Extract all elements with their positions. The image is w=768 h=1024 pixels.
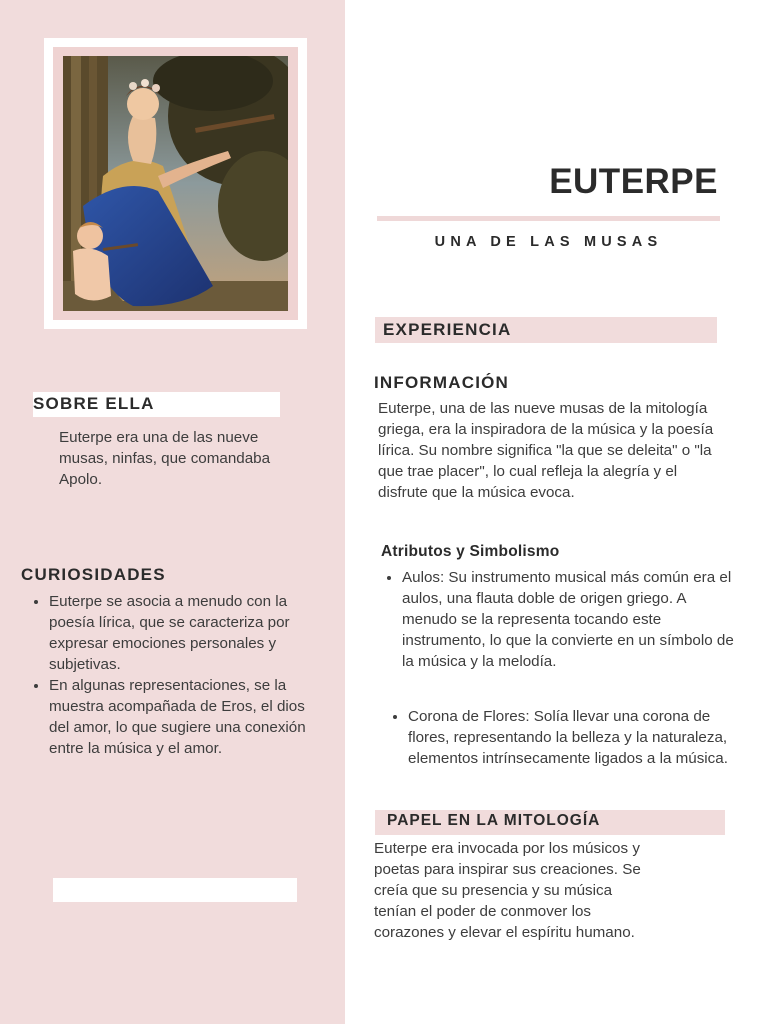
curiosidades-heading: CURIOSIDADES [21,565,166,584]
atributos-heading: Atributos y Simbolismo [381,543,560,560]
sobre-ella-text: Euterpe era una de las nueve musas, ninfas, que comandaba Apolo. [59,429,271,488]
papel-text: Euterpe era invocada por los músicos y poetas para inspirar sus creaciones. Se creía que su presencia y su música tenían el poder de conmover los corazones y elevar el espíritu humano. [374,840,641,941]
curiosidades-list [28,591,314,759]
list-item: • Aulos: Su instrumento musical más común era el aulos, una flauta doble de origen griego. A menudo se la representa tocando este instrumento, lo que la convierte en un símbolo de la música y la melodía. [402,567,742,672]
list-item: • Euterpe se asocia a menudo con la poesía lírica, que se caracteriza por expresar emociones personales y subjetivas. [49,591,314,675]
informacion-heading: INFORMACIÓN [374,373,510,392]
portrait-frame [44,38,307,329]
list-item: • En algunas representaciones, se la muestra acompañada de Eros, el dios del amor, lo que sugiere una conexión entre la música y el amor. [49,675,314,759]
sobre-ella-heading: SOBRE ELLA [33,394,155,413]
painting-euterpe-image [63,56,288,311]
left-panel [0,0,345,1024]
subtitle: UNA DE LAS MUSAS [434,234,663,250]
list-item: • Corona de Flores: Solía llevar una corona de flores, representando la belleza y la naturaleza, elementos intrínsecamente ligados a la música. [408,706,738,769]
title-divider [377,216,720,221]
page-title: EUTERPE [549,162,718,201]
atributos-list-2 [387,706,738,769]
informacion-text: Euterpe, una de las nueve musas de la mitología griega, era la inspiradora de la música y la poesía lírica. Su nombre significa "la que se deleita" o "la que trae placer", lo cual refleja la alegría y el disfrute que la música evoca. [378,400,714,501]
experiencia-heading: EXPERIENCIA [383,320,512,339]
atributos-list [381,567,742,672]
portrait-mat [53,47,298,320]
blank-bar [53,878,297,902]
papel-heading: PAPEL EN LA MITOLOGÍA [387,812,601,829]
